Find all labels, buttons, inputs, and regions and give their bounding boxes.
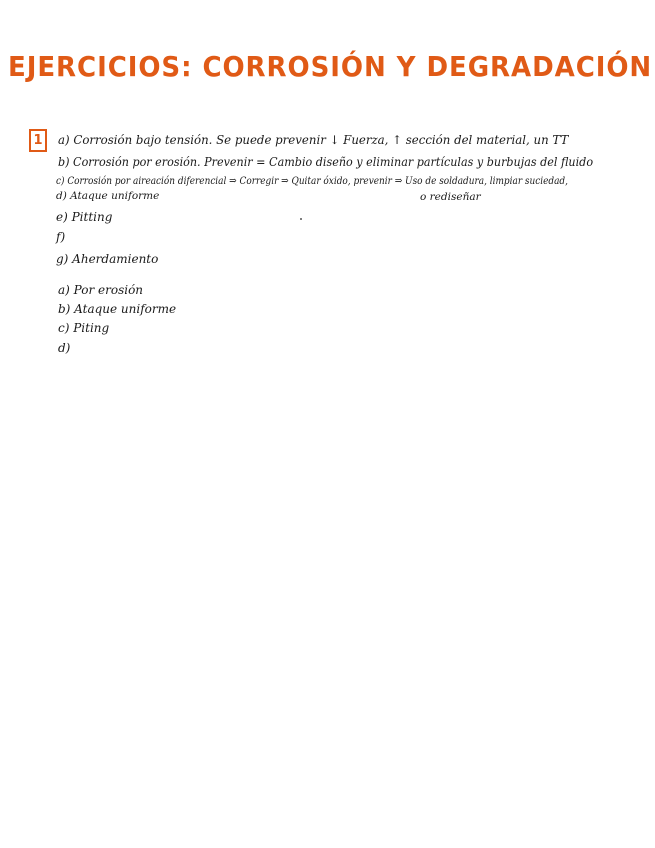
ink-dot [300,218,302,220]
answer-line-g: g) Aherdamiento [56,252,159,266]
exercise-number-box: 1 [29,129,47,152]
answer-line-c: c) Corrosión por aireación diferencial ⇒ Corregir ⇒ Quitar óxido, prevenir ⇒ Uso de soldadura, limpiar suciedad, [56,175,568,187]
answer-line-b: b) Corrosión por erosión. Prevenir = Cambio diseño y eliminar partículas y burbujas del fluido [58,155,594,169]
page-title: EJERCICIOS: CORROSIÓN Y DEGRADACIÓN [8,50,653,83]
answer2-line-b: b) Ataque uniforme [58,302,177,316]
answer2-line-d: d) [58,341,71,355]
answer2-line-c: c) Piting [58,321,110,335]
answer-line-d: d) Ataque uniforme [56,190,160,202]
answer2-line-a: a) Por erosión [58,283,144,297]
answer-line-e: e) Pitting [56,210,113,224]
answer-line-f: f) [56,230,66,244]
answer-line-c-continuation: o rediseñar [420,191,481,203]
answer-line-a: a) Corrosión bajo tensión. Se puede prevenir ↓ Fuerza, ↑ sección del material, un TT [58,133,569,147]
